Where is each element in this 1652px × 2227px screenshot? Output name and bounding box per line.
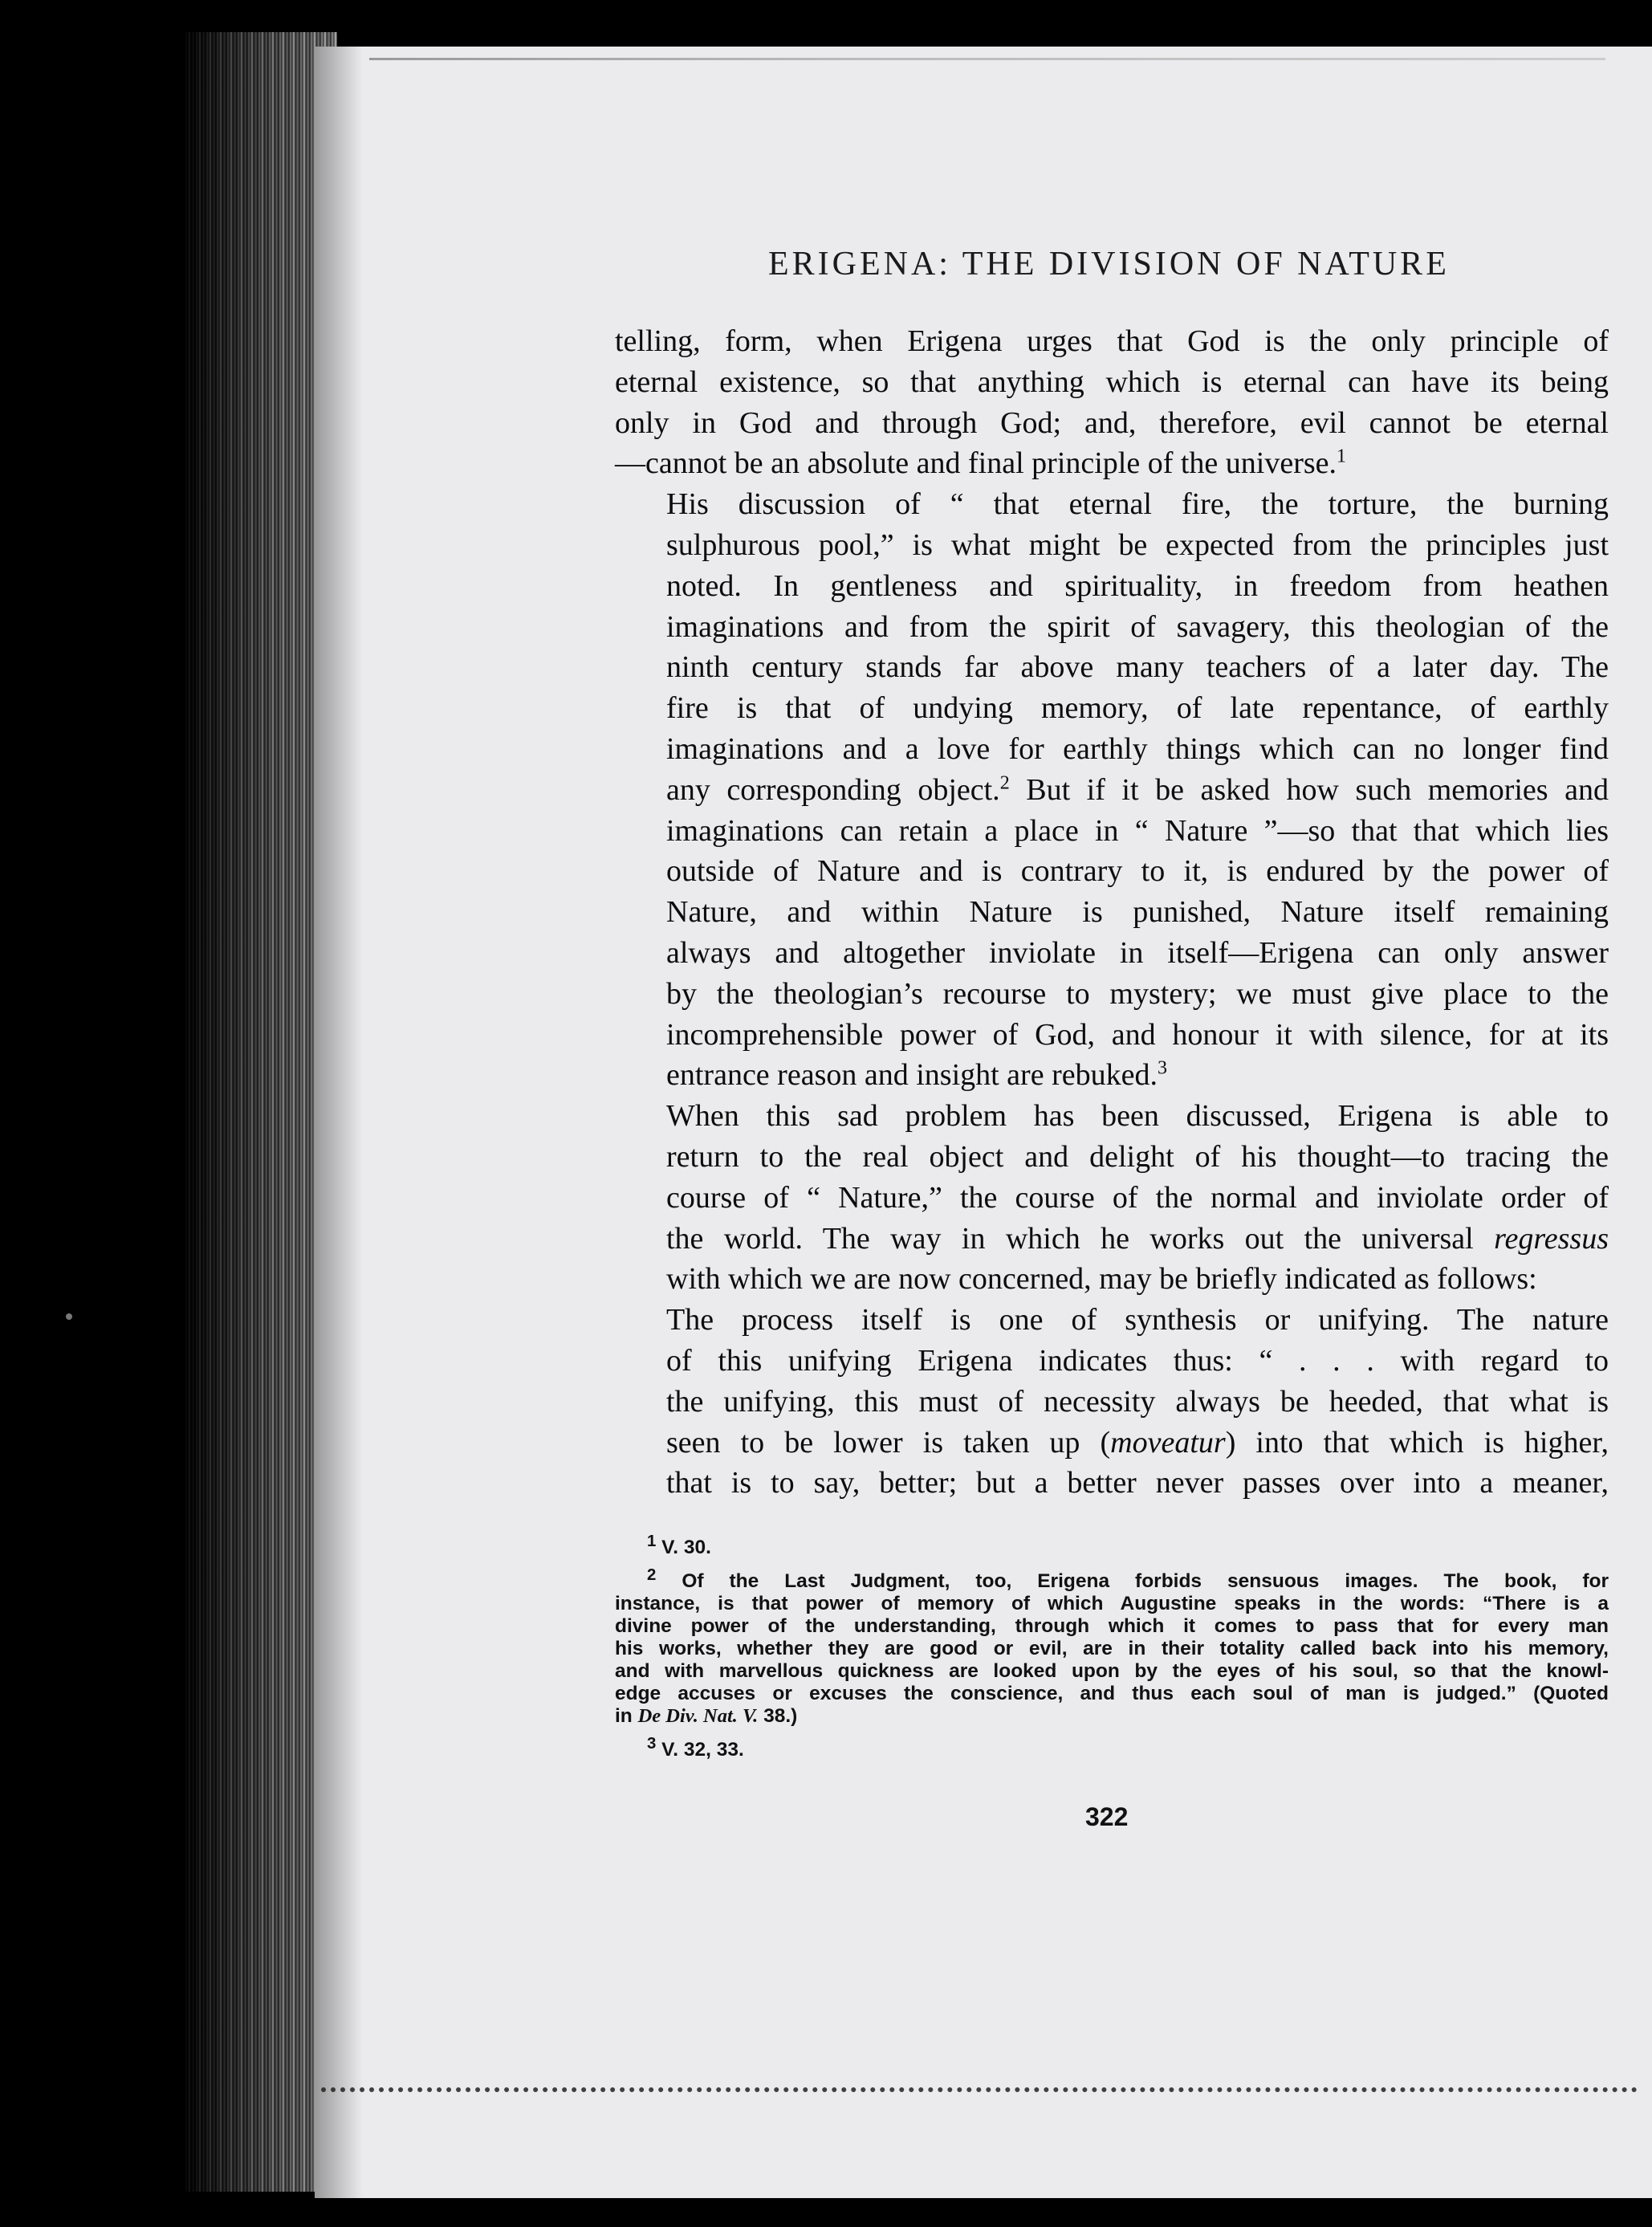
text-line: the unifying, this must of necessity always be heeded, that what is bbox=[666, 1384, 1609, 1419]
footnote-marker: 2 bbox=[647, 1566, 657, 1585]
text-segment: seen to be lower is taken up ( bbox=[666, 1425, 1111, 1460]
footnote-text: in bbox=[615, 1705, 638, 1728]
paragraph bbox=[615, 321, 1609, 484]
text-line: The process itself is one of synthesis or unifying. The nature bbox=[666, 1303, 1609, 1337]
bottom-dotted-rule bbox=[321, 2087, 1638, 2092]
text-segment: But if it be asked how such memories and bbox=[1009, 772, 1609, 807]
text-line bbox=[615, 1055, 1609, 1096]
footnote-line bbox=[615, 1705, 1609, 1728]
text-line: fire is that of undying memory, of late repentance, of earthly bbox=[666, 691, 1609, 726]
footnote-line bbox=[615, 1564, 1609, 1593]
text-line: imaginations and a love for earthly things which can no longer find bbox=[666, 731, 1609, 766]
citation-title: De Div. Nat. V. bbox=[637, 1705, 759, 1728]
footnote-text: 38.) bbox=[758, 1705, 798, 1728]
text-line: by the theologian’s recourse to mystery; we must give place to the bbox=[666, 976, 1609, 1011]
text-line: imaginations and from the spirit of savagery, this theologian of the bbox=[666, 609, 1609, 644]
text-line: ninth century stands far above many teachers of a later day. The bbox=[666, 650, 1609, 685]
text-line: When this sad problem has been discussed, Erigena is able to bbox=[666, 1099, 1609, 1134]
text-line: noted. In gentleness and spirituality, in freedom from heathen bbox=[666, 568, 1609, 603]
footnote bbox=[615, 1530, 1609, 1559]
text-line bbox=[615, 1219, 1609, 1260]
footnote-line: divine power of the understanding, through which it comes to pass that for every man bbox=[615, 1615, 1609, 1638]
text-segment: —cannot be an absolute and final principle of the universe. bbox=[615, 446, 1337, 481]
text-line: that is to say, better; but a better never passes over into a meaner, bbox=[666, 1466, 1609, 1500]
text-line bbox=[615, 1423, 1609, 1464]
text-line: telling, form, when Erigena urges that God is the only principle of bbox=[615, 324, 1609, 358]
italic-term: moveatur bbox=[1110, 1425, 1226, 1460]
text-segment: the world. The way in which he works out the universal bbox=[666, 1221, 1474, 1256]
footnote-line bbox=[615, 1530, 1609, 1559]
text-line bbox=[615, 770, 1609, 811]
text-line: return to the real object and delight of his thought—to tracing the bbox=[666, 1139, 1609, 1174]
page-number: 322 bbox=[1085, 1802, 1129, 1831]
text-segment: any corresponding object. bbox=[666, 772, 1000, 807]
footnote-line bbox=[615, 1732, 1609, 1761]
running-head: ERIGENA: THE DIVISION OF NATURE bbox=[768, 246, 1450, 283]
text-line: sulphurous pool,” is what might be expected from the principles just bbox=[666, 527, 1609, 562]
text-line: His discussion of “ that eternal fire, the torture, the burning bbox=[666, 487, 1609, 522]
paragraph bbox=[615, 484, 1609, 1096]
scan-speck bbox=[66, 1313, 72, 1320]
footnote-line: edge accuses or excuses the conscience, and thus each soul of man is judged.” (Quoted bbox=[615, 1683, 1609, 1705]
text-line: course of “ Nature,” the course of the normal and inviolate order of bbox=[666, 1180, 1609, 1215]
footnote-line: instance, is that power of memory of which Augustine speaks in the words: “There is a bbox=[615, 1593, 1609, 1615]
footnote-ref: 1 bbox=[1337, 446, 1347, 467]
paragraph bbox=[615, 1300, 1609, 1504]
text-line: always and altogether inviolate in itself—Erigena can only answer bbox=[666, 935, 1609, 970]
text-line bbox=[615, 443, 1609, 484]
footnote-marker: 1 bbox=[647, 1533, 657, 1550]
footnote-ref: 3 bbox=[1157, 1057, 1167, 1079]
body-text bbox=[615, 321, 1609, 1504]
text-line: of this unifying Erigena indicates thus: “ . . . with regard to bbox=[666, 1343, 1609, 1378]
footnote-ref: 2 bbox=[999, 772, 1010, 794]
footnote bbox=[615, 1564, 1609, 1728]
text-segment: entrance reason and insight are rebuked. bbox=[666, 1058, 1158, 1093]
text-line: eternal existence, so that anything which is eternal can have its being bbox=[615, 364, 1609, 399]
footnote-text: Of the Last Judgment, too, Erigena forbids sensuous images. The book, for bbox=[682, 1570, 1609, 1593]
footnote-marker: 3 bbox=[647, 1735, 657, 1753]
paragraph bbox=[615, 1096, 1609, 1300]
footnote bbox=[615, 1732, 1609, 1761]
top-rule bbox=[369, 58, 1605, 60]
text-line: only in God and through God; and, therefore, evil cannot be eternal bbox=[615, 405, 1609, 440]
text-line: incomprehensible power of God, and honour it with silence, for at its bbox=[666, 1017, 1609, 1052]
italic-term: regressus bbox=[1494, 1221, 1609, 1256]
footnote-line: his works, whether they are good or evil, are in their totality called back into his memory, bbox=[615, 1638, 1609, 1660]
text-line: Nature, and within Nature is punished, Nature itself remaining bbox=[666, 895, 1609, 930]
text-line: with which we are now concerned, may be briefly indicated as follows: bbox=[666, 1262, 1537, 1297]
footnote-text: V. 32, 33. bbox=[661, 1739, 744, 1761]
footnote-line: and with marvellous quickness are looked upon by the eyes of his soul, so that the knowl- bbox=[615, 1660, 1609, 1683]
footnote-text: V. 30. bbox=[661, 1537, 711, 1559]
text-line: outside of Nature and is contrary to it, is endured by the power of bbox=[666, 854, 1609, 889]
text-line: imaginations can retain a place in “ Nature ”—so that that which lies bbox=[666, 813, 1609, 848]
text-segment: ) into that which is higher, bbox=[1225, 1425, 1609, 1460]
footnotes bbox=[615, 1530, 1609, 1766]
